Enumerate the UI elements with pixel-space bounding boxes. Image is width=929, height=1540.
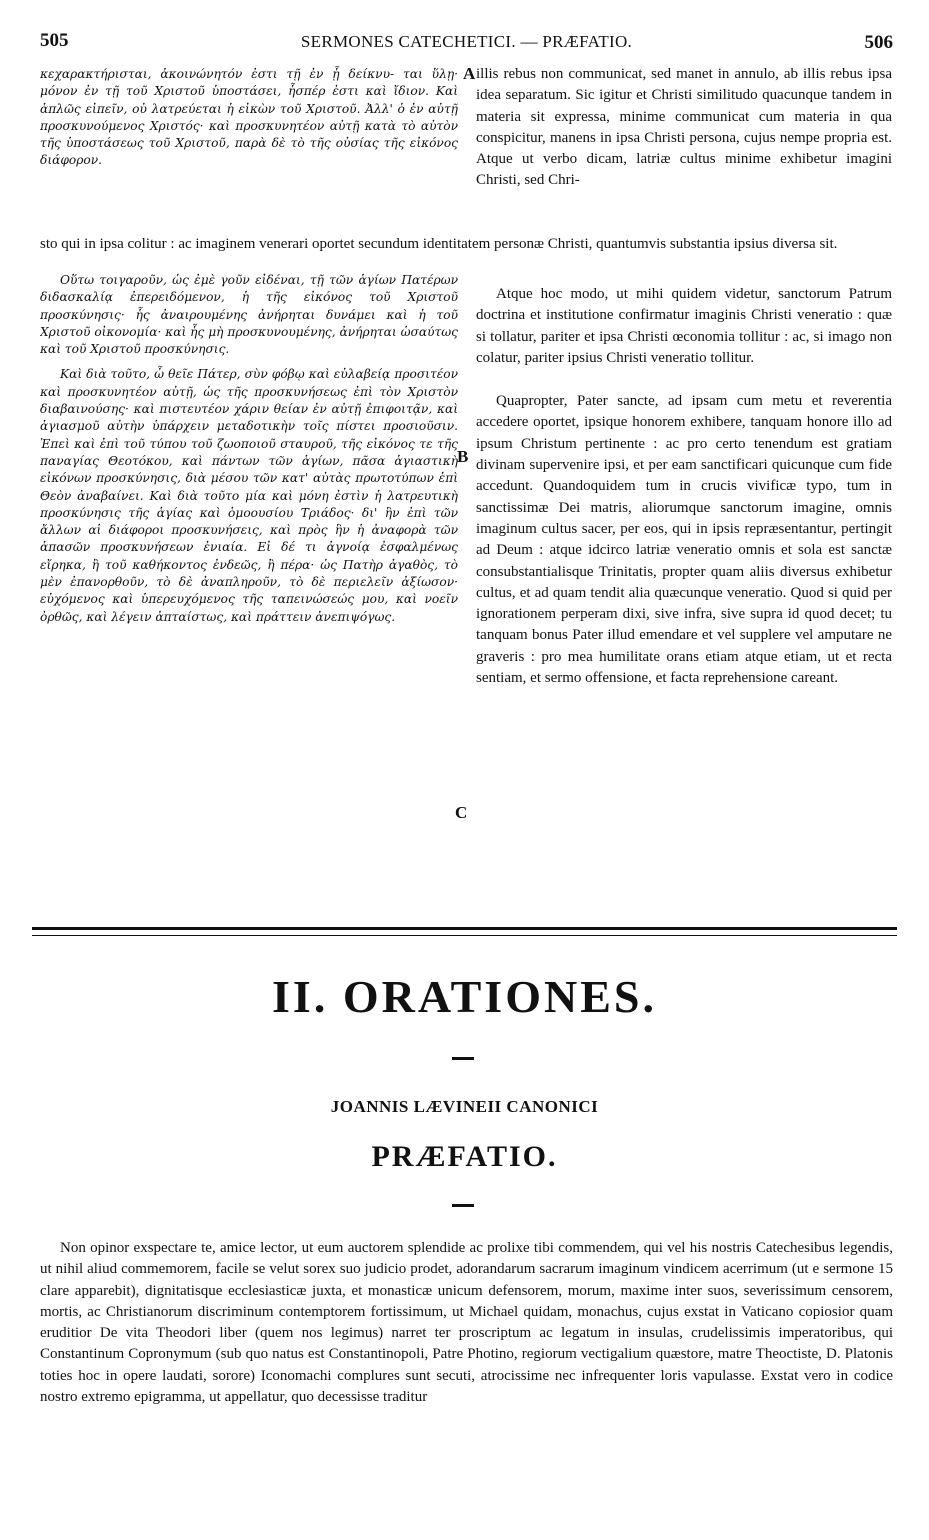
greek-paragraph-2: Οὕτω τοιγαροῦν, ὡς ἐμὲ γοῦν εἰδέναι, τῇ τῶν ἁγίων Πατέρων διδασκαλίᾳ ἐπερειδόμενον, ἡ τῆς εἰκόνος τοῦ Χριστοῦ προσκύνησις· ἧς ἀναιρουμένης ἀνήρηται δυνάμει καὶ ἡ τοῦ Χριστοῦ οἰκονομία· καὶ ἧς μὴ προσκυνουμένης, ἀνήρηται ὡσαύτως καὶ τοῦ Χριστοῦ προσκύνησις. (40, 273, 458, 357)
latin-paragraph-3: Quapropter, Pater sancte, ad ipsam cum metu et reverentia accedere oportet, ipsique honorem exhibere, tanquam honore illo ad ipsum Christum pertinente : ac pro certo tenendum est gratiam divinam supervenire ipsi, et per eam sanctificari quicunque cum fide accedunt. Quandoquidem tum in crucis vivificæ typo, tum in sanctissimæ Dei matris, aliorumque sanctorum imagine, omnis imaginum cultus sacer, per eos, qui in ipsis repræsentantur, pertingit ad Deum : atque idcirco latriæ veneratio omnis et sola est sanctæ consubstantialisque Trinitatis, propter quam aliis diversus exhibetur cultus, et ad quam tendit alia quæcunque veneratio. Quod si quid per ignorationem perperam dixi, sive infra, sive supra id quod decet; tu tanquam bonus Pater illud emendare et vel supplere vel amputare ne graveris : pro mea humilitate orans etiam atque etiam, ut et recta sentiam, et sermo offensione, et facta reprehensione careant. (476, 393, 892, 687)
page-number-right: 506 (864, 32, 893, 53)
running-head (40, 30, 893, 58)
greek-column-block-2 (40, 272, 458, 856)
title-dash-1 (452, 1057, 474, 1060)
latin-paragraph-1: illis rebus non communicat, sed manet in annulo, ab illis rebus ipsa idea separatum. Sic igitur et Christi similitudo quacunque tandem in materia sit expressa, minime communicat cum materia in qua conspicitur, manens in ipsa Christi persona, cujus nempe propria est. Atque ut verbo dicam, latriæ cultus minime exhibetur imagini Christi, sed Chri- (476, 66, 892, 189)
section-title: II. ORATIONES. (272, 971, 657, 1022)
title-dash-2 (452, 1204, 474, 1207)
greek-paragraph-1: κεχαρακτήρισται, ἀκοινώνητόν ἐστι τῇ ἐν ᾗ δείκνυ- ται ὕλῃ· μόνον ἐν τῇ τοῦ Χριστοῦ ὑποστάσει, ἧσπέρ ἐστι καὶ ἴδιον. Καὶ ἁπλῶς εἰπεῖν, οὐ λατρεύεται ἡ εἰκὼν τοῦ Χριστοῦ. Ἀλλ' ὁ ἐν αὐτῇ προσκυνούμενος Χριστός· καὶ προσκυνητέον αὐτῇ κατὰ τὸ αὐτὸν τῆς ὑποστάσεως τοῦ Χριστοῦ, παρὰ δὲ τὸ τῆς οὐσίας τῆς εἰκόνος διάφορον. (40, 67, 458, 168)
margin-marker-c: C (455, 803, 468, 822)
author-heading: JOANNIS LÆVINEII CANONICI (330, 1097, 599, 1116)
running-title: SERMONES CATECHETICI. — PRÆFATIO. (300, 32, 633, 51)
section-divider-thick (32, 927, 897, 930)
page-number-left: 505 (40, 30, 69, 51)
latin-column-block-2 (476, 284, 892, 896)
margin-marker-b: B (457, 447, 469, 466)
preface-paragraph: Non opinor exspectare te, amice lector, ut eum auctorem splendide ac prolixe tibi commendem, qui vel his nostris Catechesibus legendis, ut nihil aliud commemorem, facile se velut sorex suo judicio prodet, adorandarum sacrarum imaginum vindicem acerrimum (ut e sermone 15 clare apparebit), dignitatisque ecclesiasticæ juxta, et monasticæ unicum defensorem, morum, maxime inter suos, severissimum censorem, mortis, ac Christianorum discriminum contemptorem fortissimum, ut Michael quidam, monachus, cujus exstat in Vaticano copiosior quam eruditior De vita Theodori liber (quem nos legimus) narret ter proscriptum ac legatum in insulas, crudelissimis imperatoribus, qui Constantinum Copronymum (sub quo natus est Constantinopoli, Patre Photino, regiorum vectigalium quæstore, matre Theoctiste, D. Platonis toties hoc in opere laudati, sorore) Iconomachi complures sunt secuti, atrocissime nec infrequenter loris vapulasse. Exstat vero in codice nostro extremo epigramma, ut appellatur, quo decessisse traditur (40, 1240, 893, 1406)
greek-column-block-1 (40, 66, 458, 228)
latin-column-block-1 (476, 64, 892, 236)
greek-paragraph-3: Καὶ διὰ τοῦτο, ὦ θεῖε Πάτερ, σὺν φόβῳ καὶ εὐλαβείᾳ προσιτέον καὶ προσκυνητέον αὐτῇ, ὡς τῆς προσκυνήσεως ἐπὶ τὸν Χριστὸν διαβαινούσης· καὶ πιστευτέον χάριν θείαν ἐν αὐτῇ ἐπιφοιτᾷν, καὶ ἁγιασμοῦ αὐτὴν ὑπάρχειν μεταδοτικὴν τοῖς πίστει προσιοῦσιν. Ἐπεὶ καὶ ἐπὶ τοῦ τύπου τοῦ ζωοποιοῦ σταυροῦ, τῆς εἰκόνος τε τῆς παναγίας Θεοτόκου, καὶ πάντων τῶν ἁγίων, πᾶσα ἁγιαστικὴ εἰκόνων προσκύνησις, διὰ μέσου τῶν κατ' αὐτὰς πρωτοτύπων ἐπὶ Θεὸν ἀναβαίνει. Καὶ διὰ τοῦτο μία καὶ μόνη ἐστὶν ἡ λατρευτικὴ προσκύνησις τῆς ἁγίας καὶ ὁμοουσίου Τριάδος· δι' ἣν ἐπὶ τῶν ἄλλων αἱ διάφοροι προσκυνήσεις, καὶ πρὸς ἣν ἡ ἀναφορὰ τῶν ἁπασῶν προσκυνήσεων ἐνιαία. Εἰ δέ τι ἀγνοίᾳ ἐσφαλμένως εἴρηκα, ἢ τοῦ καθήκοντος ἐνδεῶς, ἢ πέρα· ὡς Πατὴρ ἀγαθὸς, τὸ μὲν ἐπανορθοῦν, τὸ δὲ ἀναπληροῦν, τὸ δὲ περιελεῖν ἀξίωσον· εὐχόμενος καὶ ὑπερευχόμενος τῆς ταπεινώσεώς μου, καὶ νοεῖν ὀρθῶς, καὶ λέγειν ἀπταίστως, καὶ πράττειν ἀνεπιψόγως. (40, 367, 458, 624)
latin-paragraph-1-tail: sto qui in ipsa colitur : ac imaginem venerari oportet secundum identitatem personæ Christi, quantumvis substantia ipsius diversa sit. (40, 236, 838, 252)
margin-marker-a: A (463, 64, 476, 83)
preface-heading: PRÆFATIO. (371, 1140, 558, 1173)
section-divider-thin (32, 935, 897, 936)
latin-paragraph-2: Atque hoc modo, ut mihi quidem videtur, sanctorum Patrum doctrina et institutione confirmatur imaginis Christi veneratio : quæ si tollatur, pariter et ipsa Christi œconomia tollitur : ac, si imago non colatur, pariter ipsius Christi veneratio tollitur. (476, 286, 892, 366)
